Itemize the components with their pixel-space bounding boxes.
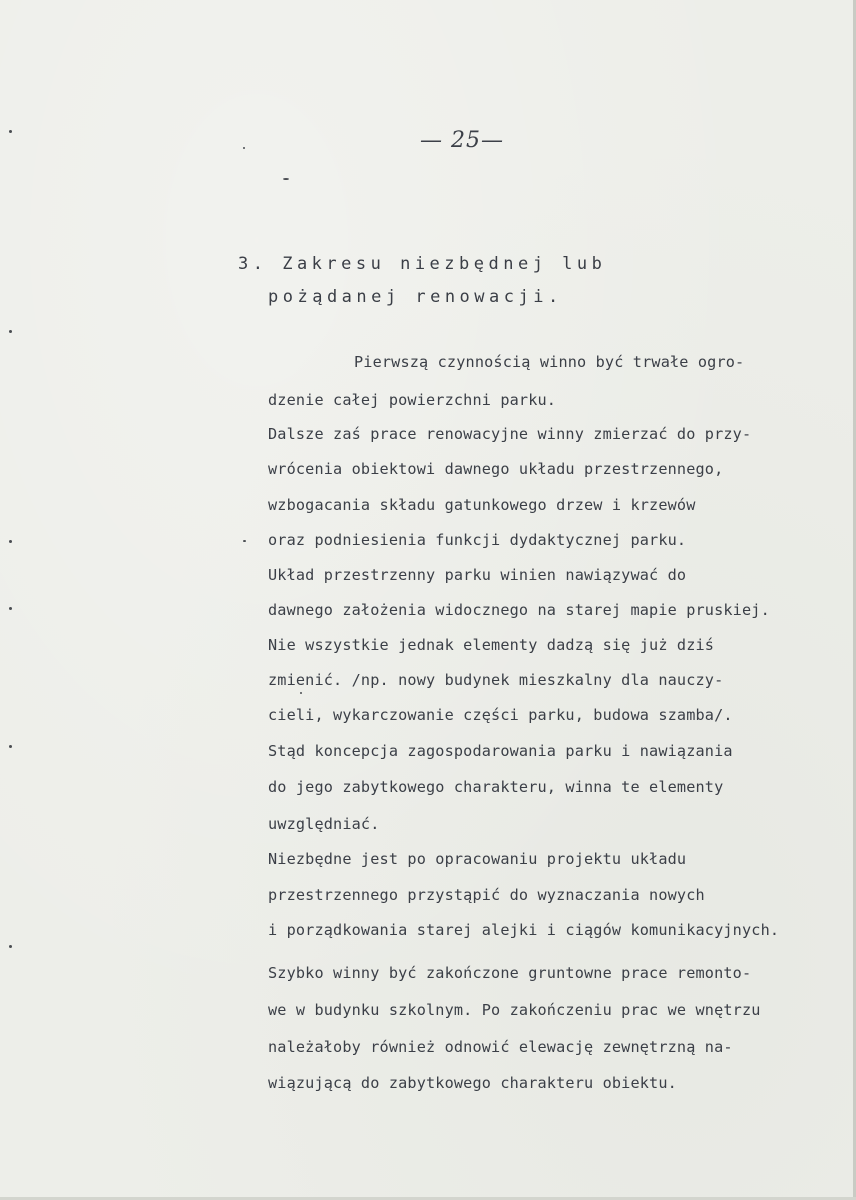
scan-speck [243, 147, 245, 149]
body-line: wiązującą do zabytkowego charakteru obiektu. [268, 1074, 677, 1092]
section-heading-line-1: 3. Zakresu niezbędnej lub [238, 254, 607, 274]
body-line: przestrzennego przystąpić do wyznaczania nowych [268, 886, 705, 904]
body-line: Szybko winny być zakończone gruntowne prace remonto- [268, 964, 752, 982]
body-line: Pierwszą czynnością winno być trwałe ogro- [354, 353, 745, 371]
body-line: Nie wszystkie jednak elementy dadzą się już dziś [268, 636, 715, 654]
scan-speck [9, 607, 12, 610]
scan-speck [243, 540, 246, 542]
body-line: i porządkowania starej alejki i ciągów komunikacyjnych. [268, 921, 780, 939]
body-line: uwzględniać. [268, 815, 380, 833]
body-line: Stąd koncepcja zagospodarowania parku i nawiązania [268, 742, 733, 760]
body-line: zmienić. /np. nowy budynek mieszkalny dla nauczy- [268, 671, 724, 689]
scan-speck [283, 178, 289, 180]
body-line: cieli, wykarczowanie części parku, budowa szamba/. [268, 706, 733, 724]
body-line: należałoby również odnowić elewację zewnętrzną na- [268, 1038, 733, 1056]
scan-speck [9, 130, 12, 133]
scan-speck [9, 745, 12, 748]
body-line: Dalsze zaś prace renowacyjne winny zmierzać do przy- [268, 425, 752, 443]
page-number: — 25— [420, 128, 504, 153]
body-line: dawnego założenia widocznego na starej mapie pruskiej. [268, 601, 770, 619]
scan-speck [300, 692, 302, 694]
body-line: we w budynku szkolnym. Po zakończeniu prac we wnętrzu [268, 1001, 761, 1019]
body-line: do jego zabytkowego charakteru, winna te elementy [268, 778, 724, 796]
body-line: wrócenia obiektowi dawnego układu przestrzennego, [268, 460, 724, 478]
scan-speck [9, 540, 12, 543]
section-heading-line-2: pożądanej renowacji. [268, 287, 563, 307]
scan-speck [9, 945, 12, 948]
scan-speck [9, 330, 12, 333]
body-line: Układ przestrzenny parku winien nawiązywać do [268, 566, 687, 584]
body-line: oraz podniesienia funkcji dydaktycznej parku. [268, 531, 687, 549]
body-line: wzbogacania składu gatunkowego drzew i krzewów [268, 496, 696, 514]
body-line: Niezbędne jest po opracowaniu projektu układu [268, 850, 687, 868]
body-line: dzenie całej powierzchni parku. [268, 391, 557, 409]
